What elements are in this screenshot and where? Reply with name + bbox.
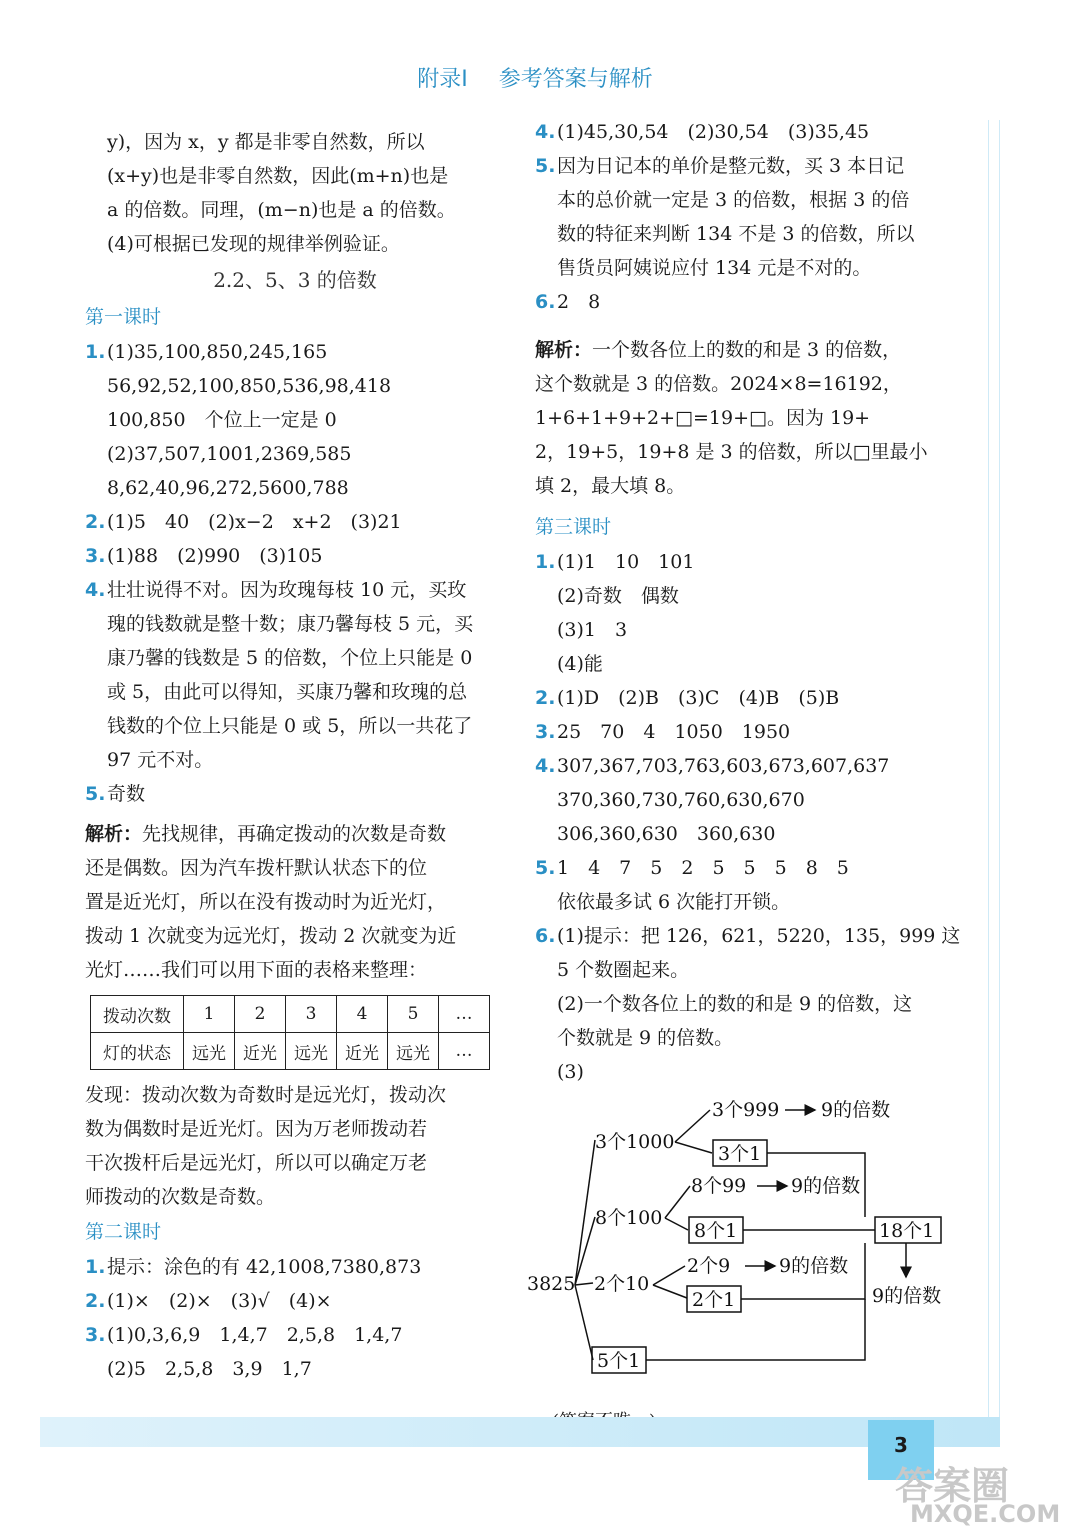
analysis-text: 填 2，最大填 8。 <box>535 475 686 497</box>
answer-item <box>85 573 505 607</box>
answer-text: (1)35,100,850,245,165 <box>107 341 328 363</box>
answer-text: (1)5 40 (2)x−2 x+2 (3)21 <box>107 511 402 533</box>
analysis-line <box>85 817 505 851</box>
table-cell: 4 <box>337 996 388 1033</box>
answer-text: (2)5 2,5,8 3,9 1,7 <box>107 1358 312 1380</box>
answer-text: 5 个数圈起来。 <box>557 959 690 981</box>
item-number: 3. <box>85 545 106 567</box>
analysis-label: 解析： <box>535 339 593 361</box>
item-number: 6. <box>535 925 556 947</box>
answer-item <box>85 777 505 811</box>
light-state-table <box>90 995 490 1070</box>
table-cell: 近光 <box>235 1033 286 1070</box>
watermark-url: MXQE.COM <box>910 1500 1061 1528</box>
diagram-box-label: 2个1 <box>692 1289 736 1311</box>
lesson-heading: 第二课时 <box>85 1221 162 1243</box>
table-cell: 远光 <box>388 1033 439 1070</box>
diagram-box-label: 8个1 <box>694 1220 738 1242</box>
side-decoration-bar <box>988 120 1000 1420</box>
answer-text: 8,62,40,96,272,5600,788 <box>107 477 349 499</box>
answer-text: (1)× (2)× (3)√ (4)× <box>107 1290 332 1312</box>
answer-text: (3) <box>557 1061 584 1083</box>
bottom-decoration-bar <box>40 1417 1000 1447</box>
diagram-node: 3个999 <box>712 1099 780 1121</box>
table-row <box>91 996 490 1033</box>
diagram-box-label: 3个1 <box>718 1143 762 1165</box>
answer-text: 康乃馨的钱数是 5 的倍数，个位上只能是 0 <box>107 647 473 669</box>
answer-item <box>85 1250 505 1284</box>
answer-text: 2 8 <box>557 291 601 313</box>
answer-item <box>85 1318 505 1352</box>
answer-item <box>535 285 965 319</box>
appendix-label: 附录Ⅰ <box>417 67 468 92</box>
answer-text: 数的特征来判断 134 不是 3 的倍数，所以 <box>557 223 915 245</box>
text-line: y)，因为 x，y 都是非零自然数，所以 <box>107 131 425 153</box>
table-cell: 远光 <box>286 1033 337 1070</box>
answer-text: 97 元不对。 <box>107 749 214 771</box>
analysis-text: 这个数就是 3 的倍数。2024×8=16192， <box>535 373 902 395</box>
answer-item <box>85 1284 505 1318</box>
answer-item <box>535 749 965 783</box>
table-cell: 1 <box>184 996 235 1033</box>
left-column <box>85 125 505 1386</box>
answer-text: 依依最多试 6 次能打开锁。 <box>557 891 791 913</box>
item-number: 1. <box>85 341 106 363</box>
table-cell: 近光 <box>337 1033 388 1070</box>
diagram-box-label: 18个1 <box>879 1220 935 1242</box>
diagram-node: 8个99 <box>691 1175 747 1197</box>
header-title: 参考答案与解析 <box>498 67 653 92</box>
answer-text: 瑰的钱数就是整十数；康乃馨每枝 5 元，买 <box>107 613 474 635</box>
answer-text: (1)提示：把 126，621，5220，135，999 这 <box>557 925 961 947</box>
diagram-root: 3825 <box>527 1273 576 1295</box>
answer-text: (4)能 <box>557 653 603 675</box>
answer-text: (2)一个数各位上的数的和是 9 的倍数，这 <box>557 993 913 1015</box>
item-number: 1. <box>535 551 556 573</box>
answer-item <box>85 505 505 539</box>
answer-item <box>535 681 965 715</box>
diagram-node: 8个100 <box>595 1207 663 1229</box>
answer-text: 370,360,730,760,630,670 <box>557 789 805 811</box>
table-cell: 3 <box>286 996 337 1033</box>
diagram-node: 2个10 <box>594 1273 650 1295</box>
lesson-heading: 第一课时 <box>85 306 162 328</box>
diagram-arrow-label: 9的倍数 <box>791 1175 861 1197</box>
answer-text: 306,360,630 360,630 <box>557 823 776 845</box>
answer-text: (1)0,3,6,9 1,4,7 2,5,8 1,4,7 <box>107 1324 403 1346</box>
item-number: 6. <box>535 291 556 313</box>
text-line: a 的倍数。同理，(m−n)也是 a 的倍数。 <box>107 199 456 221</box>
page-number: 3 <box>868 1420 934 1480</box>
table-cell: … <box>439 996 490 1033</box>
answer-text: 因为日记本的单价是整元数，买 3 本日记 <box>557 155 905 177</box>
answer-text: (2)奇数 偶数 <box>557 585 679 607</box>
section-title: 2.2、5、3 的倍数 <box>213 268 377 292</box>
text-line: (4)可根据已发现的规律举例验证。 <box>107 233 400 255</box>
answer-text: 307,367,703,763,603,673,607,637 <box>557 755 890 777</box>
answer-text: 或 5，由此可以得知，买康乃馨和玫瑰的总 <box>107 681 468 703</box>
text-line: (x+y)也是非零自然数，因此(m+n)也是 <box>107 165 449 187</box>
table-cell: 远光 <box>184 1033 235 1070</box>
answer-text: 个数就是 9 的倍数。 <box>557 1027 734 1049</box>
analysis-text: 1+6+1+9+2+□=19+□。因为 19+ <box>535 407 871 429</box>
item-number: 2. <box>85 511 106 533</box>
item-number: 3. <box>85 1324 106 1346</box>
answer-text: 售货员阿姨说应付 134 元是不对的。 <box>557 257 872 279</box>
answer-item <box>535 545 965 579</box>
answer-text: 钱数的个位上只能是 0 或 5，所以一共花了 <box>107 715 473 737</box>
diagram-box-label: 5个1 <box>597 1350 641 1372</box>
answer-item <box>535 115 965 149</box>
answer-item <box>535 715 965 749</box>
item-number: 5. <box>535 857 556 879</box>
answer-text: 100,850 个位上一定是 0 <box>107 409 337 431</box>
item-number: 1. <box>85 1256 106 1278</box>
answer-text: (1)45,30,54 (2)30,54 (3)35,45 <box>557 121 870 143</box>
analysis-text: 2，19+5，19+8 是 3 的倍数，所以□里最小 <box>535 441 928 463</box>
table-cell: 5 <box>388 996 439 1033</box>
diagram-arrow-label: 9的倍数 <box>779 1255 849 1277</box>
answer-text: 提示：涂色的有 42,1008,7380,873 <box>107 1256 422 1278</box>
table-cell: … <box>439 1033 490 1070</box>
lesson-heading: 第三课时 <box>535 516 612 538</box>
item-number: 5. <box>535 155 556 177</box>
analysis-text: 一个数各位上的数的和是 3 的倍数， <box>592 339 902 361</box>
finding-text: 发现：拨动次数为奇数时是远光灯，拨动次 <box>85 1084 447 1106</box>
answer-text: (3)1 3 <box>557 619 628 641</box>
answer-item <box>85 335 505 369</box>
item-number: 4. <box>535 121 556 143</box>
answer-text: (1)D (2)B (3)C (4)B (5)B <box>557 687 840 709</box>
answer-item <box>535 149 965 183</box>
answer-text: (1)88 (2)990 (3)105 <box>107 545 323 567</box>
diagram-node: 2个9 <box>687 1255 731 1277</box>
item-number: 4. <box>85 579 106 601</box>
answer-text: 56,92,52,100,850,536,98,418 <box>107 375 392 397</box>
finding-text: 干次拨杆后是远光灯，所以可以确定万老 <box>85 1152 428 1174</box>
page-header <box>0 62 1070 93</box>
diagram-result: 9的倍数 <box>872 1285 942 1307</box>
answer-text: 奇数 <box>107 783 146 805</box>
answer-item <box>85 539 505 573</box>
table-cell: 2 <box>235 996 286 1033</box>
table-row <box>91 1033 490 1070</box>
table-cell: 灯的状态 <box>91 1033 184 1070</box>
answer-text: 壮壮说得不对。因为玫瑰每枝 10 元，买玫 <box>107 579 467 601</box>
answer-item <box>535 851 965 885</box>
diagram-node: 3个1000 <box>595 1131 675 1153</box>
analysis-line <box>535 333 965 367</box>
analysis-text: 光灯……我们可以用下面的表格来整理： <box>85 959 428 981</box>
table-cell: 拨动次数 <box>91 996 184 1033</box>
item-number: 4. <box>535 755 556 777</box>
answer-text: (1)1 10 101 <box>557 551 695 573</box>
answer-item <box>535 919 965 953</box>
finding-text: 数为偶数时是近光灯。因为万老师拨动若 <box>85 1118 428 1140</box>
item-number: 5. <box>85 783 106 805</box>
analysis-text: 置是近光灯，所以在没有拨动时为近光灯， <box>85 891 447 913</box>
answer-text: (2)37,507,1001,2369,585 <box>107 443 352 465</box>
diagram-arrow-label: 9的倍数 <box>821 1099 891 1121</box>
analysis-label: 解析： <box>85 823 143 845</box>
answer-text: 1 4 7 5 2 5 5 5 8 5 <box>557 857 849 879</box>
finding-text: 师拨动的次数是奇数。 <box>85 1186 276 1208</box>
analysis-text: 还是偶数。因为汽车拨杆默认状态下的位 <box>85 857 428 879</box>
item-number: 2. <box>535 687 556 709</box>
analysis-text: 先找规律，再确定拨动的次数是奇数 <box>142 823 447 845</box>
analysis-text: 拨动 1 次就变为远光灯，拨动 2 次就变为近 <box>85 925 457 947</box>
item-number: 2. <box>85 1290 106 1312</box>
answer-text: 25 70 4 1050 1950 <box>557 721 791 743</box>
right-column <box>535 121 965 1089</box>
answer-text: 本的总价就一定是 3 的倍数，根据 3 的倍 <box>557 189 910 211</box>
digit-decomposition-diagram <box>525 1090 965 1390</box>
item-number: 3. <box>535 721 556 743</box>
watermark-logo: 答案圈 <box>895 1464 1010 1508</box>
